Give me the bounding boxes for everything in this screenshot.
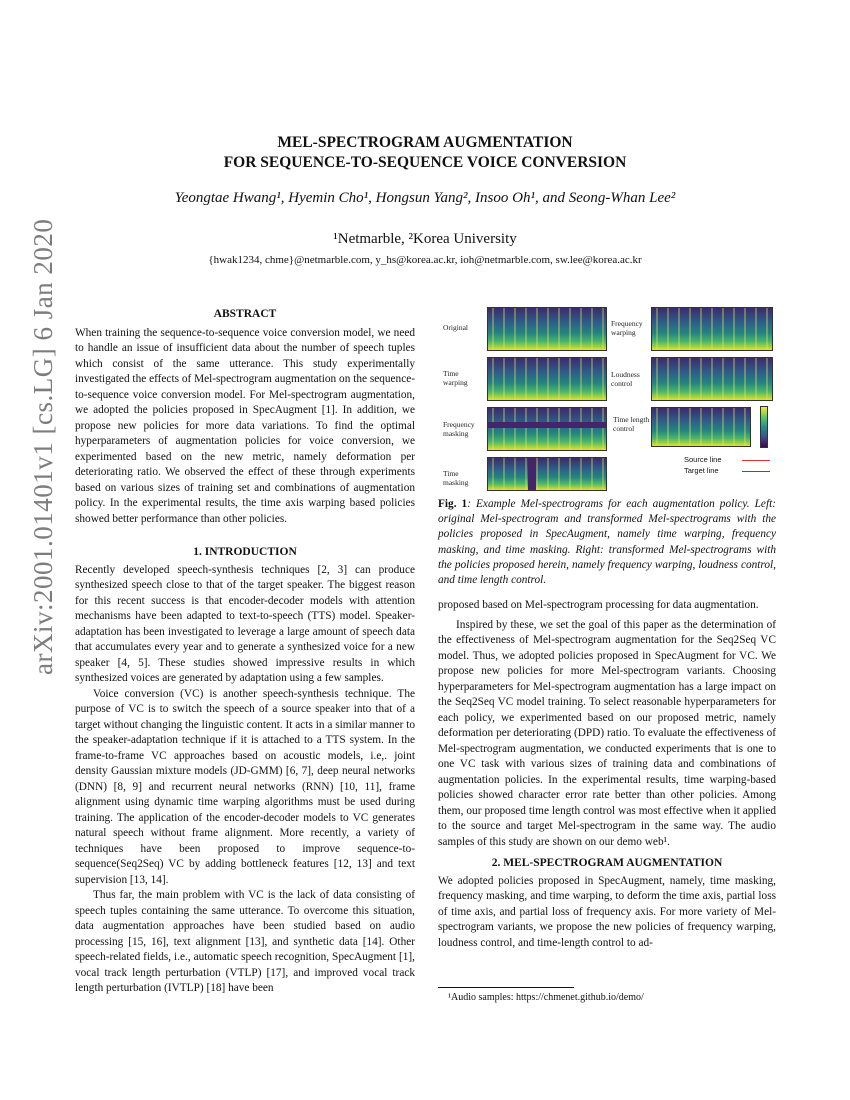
abstract-section: [75, 307, 415, 527]
affiliations: ¹Netmarble, ²Korea University: [333, 231, 517, 247]
caption-text: : Example Mel-spectrograms for each augmentation policy. Left: original Mel-spectrogram and transformed Mel-spectrograms with the policies proposed in SpecAugment, namely time warping, frequency masking, and time masking. Right: transformed Mel-spectrograms with the policies proposed herein, namely frequency warping, loudness control, and time length control.: [438, 498, 776, 587]
abstract-heading: ABSTRACT: [213, 308, 277, 320]
legend-source-line: [742, 460, 770, 461]
fig-label-time-warping: Time warping: [443, 369, 468, 387]
right-paragraph-0: proposed based on Mel-spectrogram processing for data augmentation.: [438, 599, 759, 611]
title-line-1: MEL-SPECTROGRAM AUGMENTATION: [277, 134, 573, 151]
footnote: ¹Audio samples: https://chmenet.github.io/demo/: [448, 992, 644, 1003]
section-2-heading: 2. MEL-SPECTROGRAM AUGMENTATION: [491, 857, 723, 869]
spectrogram-frequency-warping: [651, 307, 773, 351]
intro-paragraph-3: Thus far, the main problem with VC is the lack of data consisting of speech tuples containing the same utterance. To overcome this situation, data augmentation approaches have been studied based on audio processing [15, 16], text alignment [13], and synthetic data [14]. Other speech-related fields, i.e., automatic speech recognition, SpecAugment [1], vocal track length perturbation (VTLP) [17], and improved vocal track length perturbation (IVTLP) [18] have been: [75, 889, 415, 994]
spectrogram-loudness-control: [651, 357, 773, 401]
fig-label-original: Original: [443, 323, 468, 332]
introduction-section: [75, 545, 415, 997]
time-mask-band: [528, 458, 536, 490]
spectrogram-original: [487, 307, 607, 351]
fig-label-frequency-masking: Frequency masking: [443, 420, 475, 438]
arxiv-stamp: arXiv:2001.01401v1 [cs.LG] 6 Jan 2020: [28, 218, 58, 675]
fig-label-frequency-warping: Frequency warping: [611, 319, 643, 337]
fig-label-time-masking: Time masking: [443, 469, 469, 487]
frequency-mask-band: [488, 422, 606, 428]
intro-heading: 1. INTRODUCTION: [193, 546, 297, 558]
intro-paragraph-1: Recently developed speech-synthesis techniques [2, 3] can produce synthesized speech close to that of the target speaker. The biggest reason for this recent success is that encoder-decoder models with attention mechanisms have been adapted to text-to-speech (TTS) model. Speaker-adaptation has been investigated to leverage a large amount of speech data that accumulates every year and to generate a synthesized voice for a new speaker [4, 5]. These studies showed impressive results in which synthesized voices are generated by adaptation using a few samples.: [75, 563, 415, 684]
right-paragraph-1: Inspired by these, we set the goal of this paper as the determination of the effectiveness of Mel-spectrogram augmentation for the Seq2Seq VC model. Thus, we adopted policies proposed in SpecAugment for VC. We propose new policies for more Mel-spectrogram variants. Choosing hyperparameters for Mel-spectrogram augmentation has a large impact on the Seq2Seq VC model training. To select reasonable hyperparameters for each policy, we experimented based on our proposed metric, namely deformation per deteriorating (DPD) ratio. To evaluate the effectiveness of Mel-spectrogram augmentation, we conducted experiments that is one to one VC task with various sizes of training data and combinations of augmentation policies. In the experimental results, time warping-based policies showed character error rate better than other policies. Among them, our proposed time length control was most effective when it applied to the source and target Mel-spectrogram in the same way. The audio samples of this study are shown on our demo web¹.: [438, 618, 776, 848]
spectrogram-frequency-masking: [487, 407, 607, 451]
spectrogram-time-length-control: [651, 407, 751, 447]
caption-label: Fig. 1: [438, 498, 468, 510]
footnote-rule: [438, 987, 574, 988]
colorbar: [760, 406, 768, 448]
author-list: Yeongtae Hwang¹, Hyemin Cho¹, Hongsun Yang², Insoo Oh¹, and Seong-Whan Lee²: [174, 190, 676, 206]
paper-title: [0, 133, 850, 173]
spectrogram-time-masking: [487, 457, 607, 491]
title-line-2: FOR SEQUENCE-TO-SEQUENCE VOICE CONVERSION: [223, 154, 627, 171]
email-list: {hwak1234, chme}@netmarble.com, y_hs@korea.ac.kr, ioh@netmarble.com, sw.lee@korea.ac.kr: [208, 254, 642, 266]
legend-target-line: [742, 471, 770, 472]
legend-source-label: Source line: [684, 455, 722, 464]
abstract-text: When training the sequence-to-sequence voice conversion model, we need to handle an issue of insufficient data about the number of speech tuples which consist of the same utterance. This study experimentally investigated the effects of Mel-spectrogram augmentation on the sequence-to-sequence voice conversion model. For Mel-spectrogram augmentation, we adopted the policies proposed in SpecAugment [1]. In addition, we propose new policies for more data variations. To find the optimal hyperparameters of augmentation policies for voice conversion, we experimented based on the new metric, namely deformation per deteriorating ratio. We observed the effect of these through experiments based on various sizes of training set and combinations of augmentation policy. In the experimental results, the time axis warping based policies showed better performance than other policies.: [75, 326, 415, 525]
fig-label-loudness-control: Loudness control: [611, 370, 640, 388]
intro-paragraph-2: Voice conversion (VC) is another speech-synthesis technique. The purpose of VC is to switch the speech of a source speaker into that of a target without changing the linguistic content. It acts in a similar manner to the speaker-adaptation technique if it is attached to a TTS system. In the frame-to-frame VC approaches based on acoustic models, i.e,. joint density Gaussian mixture models (JD-GMM) [6, 7], deep neural networks (DNN) [8, 9] and recurrent neural networks (RNN) [10, 11], frame alignment using dynamic time warping algorithms must be used during training. The application of the encoder-decoder models to VC generates natural speech without frame alignment. More recently, a variety of techniques have been proposed to improve sequence-to-sequence(Seq2Seq) VC by adding bottleneck features [12, 13] and text supervision [13, 14].: [75, 687, 415, 886]
legend-target-label: Target line: [684, 466, 719, 475]
right-column-text: [438, 598, 776, 951]
spectrogram-time-warping: [487, 357, 607, 401]
fig-label-time-length-control: Time length control: [613, 415, 650, 433]
right-paragraph-2: We adopted policies proposed in SpecAugment, namely, time masking, frequency masking, and time warping, to deform the time axis, partial loss of time axis, and partial loss of frequency axis. For more variety of Mel-spectrogram variants, we propose the new policies of frequency warping, loudness control, and time-length control to ad-: [438, 874, 776, 949]
figure-caption: [438, 497, 776, 588]
